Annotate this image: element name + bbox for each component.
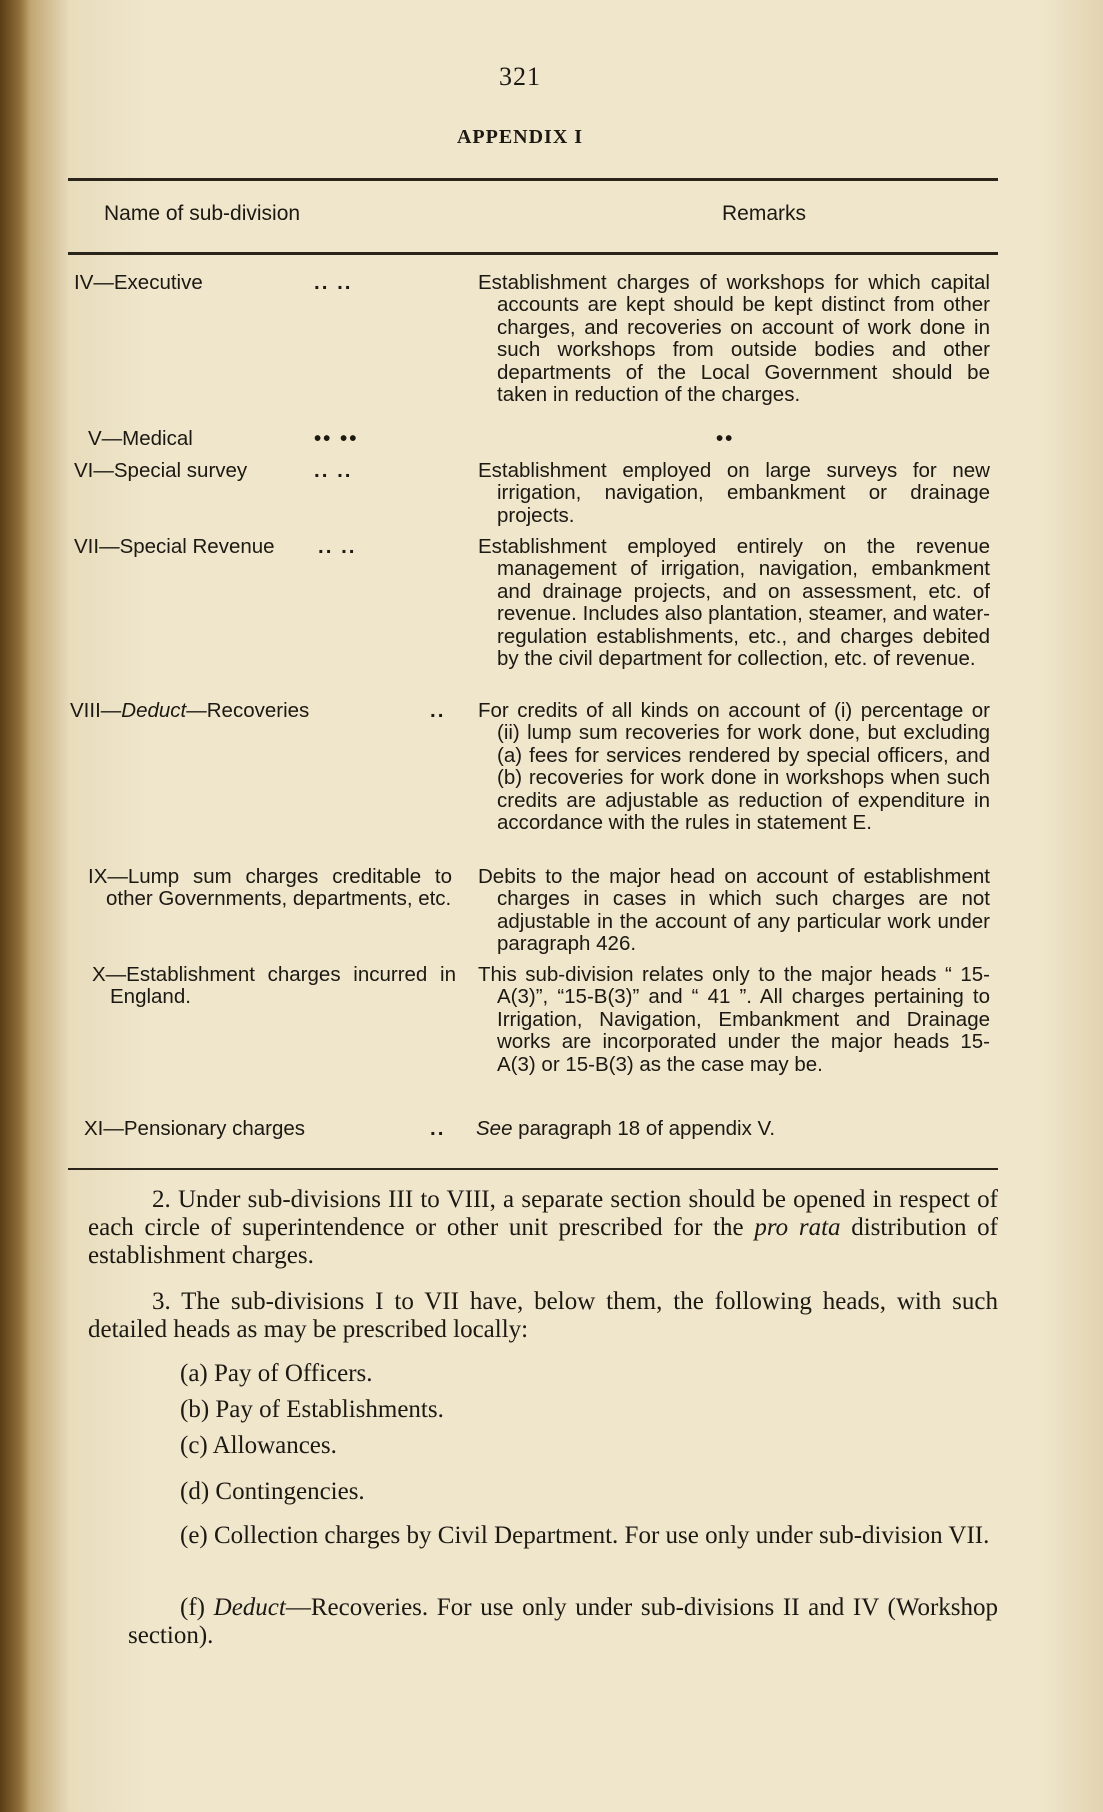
book-spine-shadow (0, 0, 30, 1812)
subdivision-name: V—Medical (88, 427, 193, 450)
leader-dots: •• •• (314, 427, 359, 450)
subdivision-name: VI—Special survey (74, 459, 248, 482)
column-header-name: Name of sub-division (104, 202, 301, 225)
leader-dots: .. .. (314, 459, 353, 482)
remark-text: Establishment employed on large surveys for new irrigation, navigation, embankment or drainage projects. (478, 459, 990, 527)
subdivision-name: VIII—Deduct—Recoveries (70, 699, 310, 722)
paragraph-3: 3. The sub-divisions I to VII have, below them, the following heads, with such detailed heads as may be prescribed locally: (88, 1288, 998, 1343)
subdivision-name: X—Establishment charges incurred in England. (92, 963, 456, 1009)
list-item: (c) Allowances. (180, 1432, 337, 1459)
list-item: (d) Contingencies. (180, 1478, 365, 1505)
remark-text: This sub-division relates only to the major heads “ 15-A(3)”, “15-B(3)” and “ 41 ”. All charges pertaining to Irrigation, Navigation, Embankment and Drainage works are incorporated under the major heads 15-A(3) or 15-B(3) as the case may be. (478, 963, 990, 1076)
paragraph-2: 2. Under sub-divisions III to VIII, a separate section should be opened in respect of each circle of superintendence or other unit prescribed for the pro rata distribution of establishment charges. (88, 1186, 999, 1269)
list-item: (b) Pay of Establishments. (180, 1396, 444, 1423)
table-header-rule (68, 252, 998, 255)
table-top-rule (68, 178, 998, 181)
leader-dots: .. .. (318, 535, 357, 558)
remark-text: Establishment employed entirely on the revenue management of irrigation, navigation, embankment and drainage projects, and on assessment, etc. of revenue. Includes also plantation, steamer, and water-regulation establishments, etc., and charges debited by the civil department for collection, etc. of revenue. (478, 535, 990, 671)
remark-text: Establishment charges of workshops for which capital accounts are kept should be kept distinct from other charges, and recoveries on account of work done in such workshops from outside bodies and other departments of the Local Government should be taken in reduction of the charges. (478, 271, 990, 407)
remark-text: For credits of all kinds on account of (i) percentage or (ii) lump sum recoveries for work done, but excluding (a) fees for services rendered by special officers, and (b) recoveries for work done in workshops when such credits are adjustable as reduction of expenditure in accordance with the rules in statement E. (478, 699, 990, 835)
list-item: (e) Collection charges by Civil Department. For use only under sub-division VII. (180, 1522, 990, 1549)
remark-text: See paragraph 18 of appendix V. (476, 1117, 776, 1140)
subdivision-name: IX—Lump sum charges creditable to other Governments, departments, etc. (88, 865, 452, 911)
list-item: (f) Deduct—Recoveries. For use only under sub-divisions II and IV (Workshop section). (128, 1594, 998, 1649)
leader-dots: .. (430, 1117, 446, 1140)
remark-text: Debits to the major head on account of establishment charges in cases in which such charges are not adjustable in the account of any particular work under paragraph 426. (478, 865, 990, 956)
page-number: 321 (499, 62, 541, 91)
column-header-remarks: Remarks (722, 202, 807, 225)
subdivision-name: VII—Special Revenue (74, 535, 275, 558)
list-item: (a) Pay of Officers. (180, 1360, 373, 1387)
leader-dots: .. (430, 699, 446, 722)
table-bottom-rule (68, 1168, 998, 1170)
subdivision-name: XI—Pensionary charges (84, 1117, 306, 1140)
appendix-title: APPENDIX I (456, 126, 584, 148)
subdivision-name: IV—Executive (74, 271, 203, 294)
remark-text: •• (716, 427, 735, 450)
leader-dots: .. .. (314, 271, 353, 294)
